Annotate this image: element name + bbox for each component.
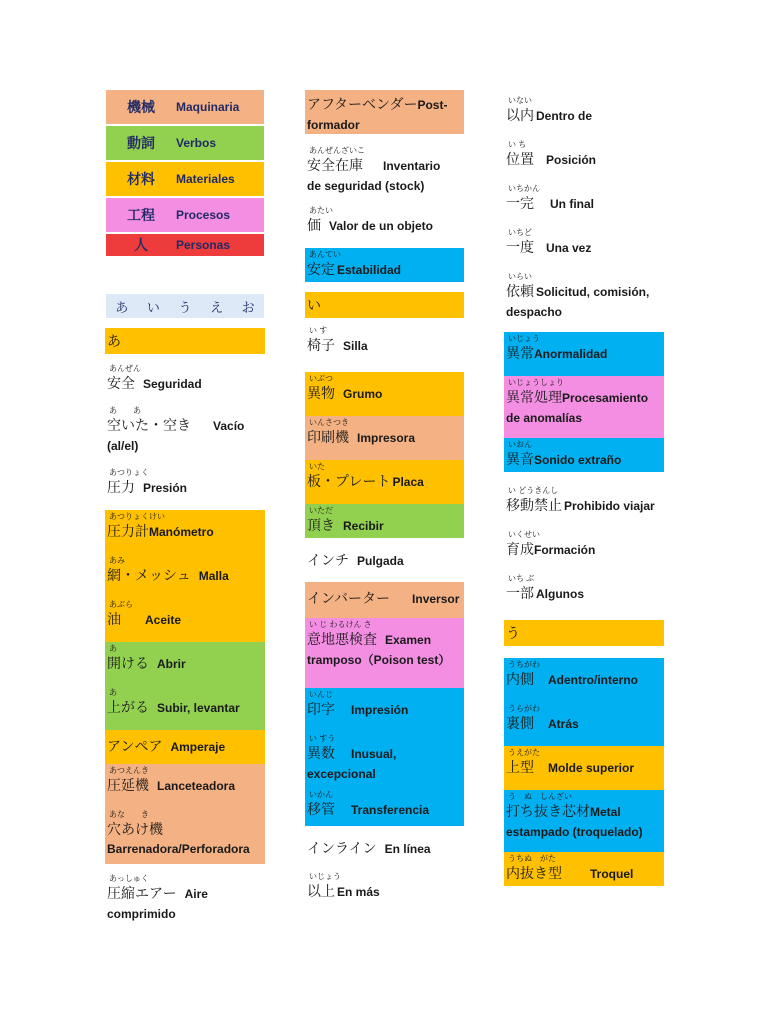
vocab-entry xyxy=(504,658,664,702)
column-2 xyxy=(305,90,464,910)
meaning: Impresora xyxy=(357,431,416,445)
meaning-cont: despacho xyxy=(506,305,563,319)
term: 移動禁止 xyxy=(506,497,562,513)
term: 椅子 xyxy=(307,337,335,353)
meaning: Vacío xyxy=(213,419,245,433)
vocab-entry xyxy=(305,538,464,582)
furigana: いらい xyxy=(508,272,532,281)
meaning: Posición xyxy=(546,153,597,167)
meaning: Molde superior xyxy=(548,761,635,775)
vocab-entry xyxy=(305,688,464,732)
meaning: Recibir xyxy=(343,519,384,533)
meaning: En más xyxy=(337,885,380,899)
meaning-cont: comprimido xyxy=(107,907,176,921)
vocab-entry xyxy=(105,872,265,932)
meaning: Placa xyxy=(392,475,424,489)
term: インライン xyxy=(307,840,377,856)
term: 内側 xyxy=(506,671,534,687)
term: 内抜き型 xyxy=(506,865,562,881)
legend-people xyxy=(106,234,264,256)
meaning: Inusual, xyxy=(351,747,397,761)
term: 以上 xyxy=(307,883,335,899)
legend-es: Maquinaria xyxy=(176,100,240,114)
legend-materials xyxy=(106,162,264,196)
meaning: Un final xyxy=(550,197,594,211)
legend-jp: 動詞 xyxy=(127,135,155,151)
vocab-entry xyxy=(504,438,664,472)
furigana: いかん xyxy=(309,790,333,799)
section-heading-i: い xyxy=(305,292,464,318)
meaning: Atrás xyxy=(548,717,579,731)
meaning: Estabilidad xyxy=(337,263,402,277)
vocab-entry xyxy=(305,582,464,618)
furigana: あみ xyxy=(109,556,125,565)
kana: お xyxy=(241,299,255,315)
meaning: Una vez xyxy=(546,241,592,255)
vocab-entry xyxy=(305,732,464,788)
vocab-entry xyxy=(105,510,265,554)
vocab-entry xyxy=(105,362,265,404)
furigana: うちぬ がた xyxy=(508,854,556,863)
term: 依頼 xyxy=(506,283,534,299)
kana: あ xyxy=(115,299,129,315)
furigana: あつりょくけい xyxy=(109,512,165,521)
legend-es: Procesos xyxy=(176,208,231,222)
vocab-entry xyxy=(504,572,664,612)
vocab-entry xyxy=(305,144,464,204)
vocab-entry xyxy=(504,270,664,330)
term: インバーター xyxy=(307,590,391,606)
legend-es: Personas xyxy=(176,238,231,252)
meaning: Pulgada xyxy=(357,554,404,568)
meaning: Manómetro xyxy=(149,525,214,539)
term: 圧力 xyxy=(107,479,135,495)
legend-jp: 工程 xyxy=(127,207,155,223)
vocab-entry xyxy=(305,324,464,372)
term: 板・プレート xyxy=(307,473,391,489)
vocab-entry xyxy=(305,90,464,134)
furigana: あ xyxy=(109,688,117,697)
term: 以内 xyxy=(506,107,534,123)
meaning: Anormalidad xyxy=(534,347,608,361)
meaning-cont: excepcional xyxy=(307,767,376,781)
furigana: あんぜんざいこ xyxy=(309,146,365,155)
vocab-entry xyxy=(504,702,664,746)
furigana: いち ぶ xyxy=(508,574,535,583)
meaning: Seguridad xyxy=(143,377,202,391)
furigana: い じ わるけん さ xyxy=(309,620,372,629)
term: アフターベンダー xyxy=(307,96,418,112)
section-heading-a: あ xyxy=(105,328,265,354)
furigana: うらがわ xyxy=(508,704,540,713)
vocab-entry xyxy=(504,376,664,438)
vocab-entry xyxy=(305,204,464,248)
furigana: あ あ xyxy=(109,406,141,415)
furigana: あっしゅく xyxy=(109,874,149,883)
term: 開ける xyxy=(107,655,149,671)
furigana: あ xyxy=(109,644,117,653)
vocab-entry xyxy=(105,404,265,466)
furigana: いた xyxy=(309,462,325,471)
legend-es: Verbos xyxy=(176,136,217,150)
furigana: あたい xyxy=(309,206,333,215)
vocab-entry xyxy=(105,686,265,730)
vocab-entry xyxy=(105,808,265,864)
furigana: いちど xyxy=(508,228,532,237)
furigana: いぶつ xyxy=(309,374,333,383)
furigana: あんてい xyxy=(309,250,341,259)
term: 位置 xyxy=(506,151,534,167)
term: 安全在庫 xyxy=(307,157,363,173)
vocab-entry xyxy=(504,94,664,138)
term: 一度 xyxy=(506,239,534,255)
vocab-entry xyxy=(305,372,464,416)
term: 異数 xyxy=(307,745,335,761)
vocab-entry xyxy=(105,466,265,510)
meaning-cont: formador xyxy=(307,118,360,132)
meaning: Troquel xyxy=(590,867,634,881)
furigana: あつえんき xyxy=(109,766,149,775)
furigana: いんさつき xyxy=(309,418,349,427)
furigana: あんぜん xyxy=(109,364,141,373)
vocab-entry xyxy=(105,554,265,598)
meaning-cont: de seguridad (stock) xyxy=(307,179,425,193)
vocab-entry xyxy=(105,642,265,686)
meaning: Inversor xyxy=(412,592,460,606)
legend-jp: 材料 xyxy=(127,171,155,187)
kana-header xyxy=(106,294,264,318)
meaning-cont: estampado (troquelado) xyxy=(506,825,643,839)
kana: い xyxy=(146,299,160,315)
meaning: Algunos xyxy=(536,587,584,601)
vocab-entry xyxy=(105,598,265,642)
vocab-entry xyxy=(305,618,464,688)
meaning: Silla xyxy=(343,339,368,353)
vocab-entry xyxy=(504,790,664,852)
term: 移管 xyxy=(307,801,335,817)
term: アンペア xyxy=(107,738,163,754)
term: 価 xyxy=(307,217,321,233)
furigana: いじょう xyxy=(508,334,540,343)
furigana: いんじ xyxy=(309,690,333,699)
term: 異音 xyxy=(506,451,534,467)
meaning: Impresión xyxy=(351,703,409,717)
term: 育成 xyxy=(506,541,534,557)
vocab-entry xyxy=(305,870,464,910)
vocab-entry xyxy=(305,826,464,866)
vocab-entry xyxy=(305,460,464,504)
kana: う xyxy=(178,299,192,315)
meaning: Aceite xyxy=(145,613,182,627)
term: 安定 xyxy=(307,261,335,277)
furigana: いない xyxy=(508,96,532,105)
meaning: Metal xyxy=(590,805,621,819)
meaning: Solicitud, comisión, xyxy=(536,285,650,299)
meaning: Presión xyxy=(143,481,188,495)
meaning: Transferencia xyxy=(351,803,430,817)
vocab-entry xyxy=(504,746,664,790)
term: 頂き xyxy=(307,517,335,533)
term: 印字 xyxy=(307,701,335,717)
meaning: Adentro/interno xyxy=(548,673,638,687)
term: 異常 xyxy=(506,345,534,361)
column-3 xyxy=(504,94,664,886)
furigana: いちかん xyxy=(508,184,540,193)
meaning: Abrir xyxy=(157,657,186,671)
meaning-cont: tramposo（Poison test） xyxy=(307,653,451,667)
vocab-entry xyxy=(504,528,664,572)
furigana: うえがた xyxy=(508,748,540,757)
term: 異常処理 xyxy=(506,389,562,405)
furigana: い ち xyxy=(508,140,527,149)
meaning: Post- xyxy=(417,98,448,112)
term: 圧力計 xyxy=(107,523,149,539)
meaning: Amperaje xyxy=(170,740,226,754)
meaning-cont: (al/el) xyxy=(107,439,139,453)
term: 安全 xyxy=(107,375,135,391)
term: 打ち抜き芯材 xyxy=(506,803,590,819)
meaning: Valor de un objeto xyxy=(329,219,434,233)
vocab-entry xyxy=(305,788,464,826)
meaning: Malla xyxy=(198,569,229,583)
furigana: い すう xyxy=(309,734,336,743)
furigana: あな き xyxy=(109,810,149,819)
meaning: Lanceteadora xyxy=(157,779,236,793)
term: 意地悪検査 xyxy=(307,631,377,647)
meaning: Examen xyxy=(385,633,432,647)
term: 油 xyxy=(107,611,121,627)
meaning: Formación xyxy=(534,543,596,557)
meaning: Procesamiento xyxy=(562,391,649,405)
term: 一完 xyxy=(506,195,534,211)
furigana: いただ xyxy=(309,506,333,515)
term: 空いた・空き xyxy=(107,417,191,433)
furigana: あつりょく xyxy=(109,468,149,477)
furigana: いじょうしょり xyxy=(508,378,564,387)
vocab-entry xyxy=(504,182,664,226)
legend-es: Materiales xyxy=(176,172,235,186)
vocab-entry xyxy=(504,138,664,182)
term: 網・メッシュ xyxy=(107,567,191,583)
legend-jp: 人 xyxy=(134,237,148,253)
legend-processes xyxy=(106,198,264,232)
legend-jp: 機械 xyxy=(127,99,155,115)
term: 異物 xyxy=(307,385,335,401)
furigana: うちがわ xyxy=(508,660,540,669)
legend-machinery xyxy=(106,90,264,124)
term: 一部 xyxy=(506,585,534,601)
vocab-entry xyxy=(305,416,464,460)
meaning: Aire xyxy=(184,887,208,901)
meaning: Barrenadora/Perforadora xyxy=(107,842,250,856)
legend-verbs xyxy=(106,126,264,160)
section-heading-u: う xyxy=(504,620,664,646)
term: 上がる xyxy=(107,699,149,715)
furigana: いおん xyxy=(508,440,532,449)
furigana: い どうきんし xyxy=(508,486,559,495)
vocab-entry xyxy=(504,332,664,376)
furigana: いじょう xyxy=(309,872,341,881)
term: 裏側 xyxy=(506,715,534,731)
furigana: あぶら xyxy=(109,600,133,609)
vocab-entry xyxy=(105,764,265,808)
furigana: う ぬ しんざい xyxy=(508,792,572,801)
column-1 xyxy=(105,328,265,932)
furigana: い す xyxy=(309,326,328,335)
term: インチ xyxy=(307,552,349,568)
meaning: Subir, levantar xyxy=(157,701,240,715)
term: 圧縮エアー xyxy=(107,885,177,901)
vocab-entry xyxy=(105,730,265,764)
term: 印刷機 xyxy=(307,429,349,445)
meaning: En línea xyxy=(384,842,431,856)
meaning-cont: de anomalías xyxy=(506,411,583,425)
vocab-entry xyxy=(504,484,664,528)
furigana: いくせい xyxy=(508,530,540,539)
meaning: Sonido extraño xyxy=(534,453,622,467)
meaning: Prohibido viajar xyxy=(564,499,655,513)
vocab-entry xyxy=(504,852,664,886)
vocab-entry xyxy=(305,248,464,282)
term: 穴あけ機 xyxy=(107,821,163,837)
meaning: Grumo xyxy=(343,387,383,401)
vocab-entry xyxy=(504,226,664,270)
vocab-entry xyxy=(305,504,464,538)
meaning: Dentro de xyxy=(536,109,593,123)
term: 圧延機 xyxy=(107,777,149,793)
meaning: Inventario xyxy=(383,159,441,173)
category-legend xyxy=(106,90,264,258)
kana: え xyxy=(210,299,224,315)
term: 上型 xyxy=(506,759,534,775)
